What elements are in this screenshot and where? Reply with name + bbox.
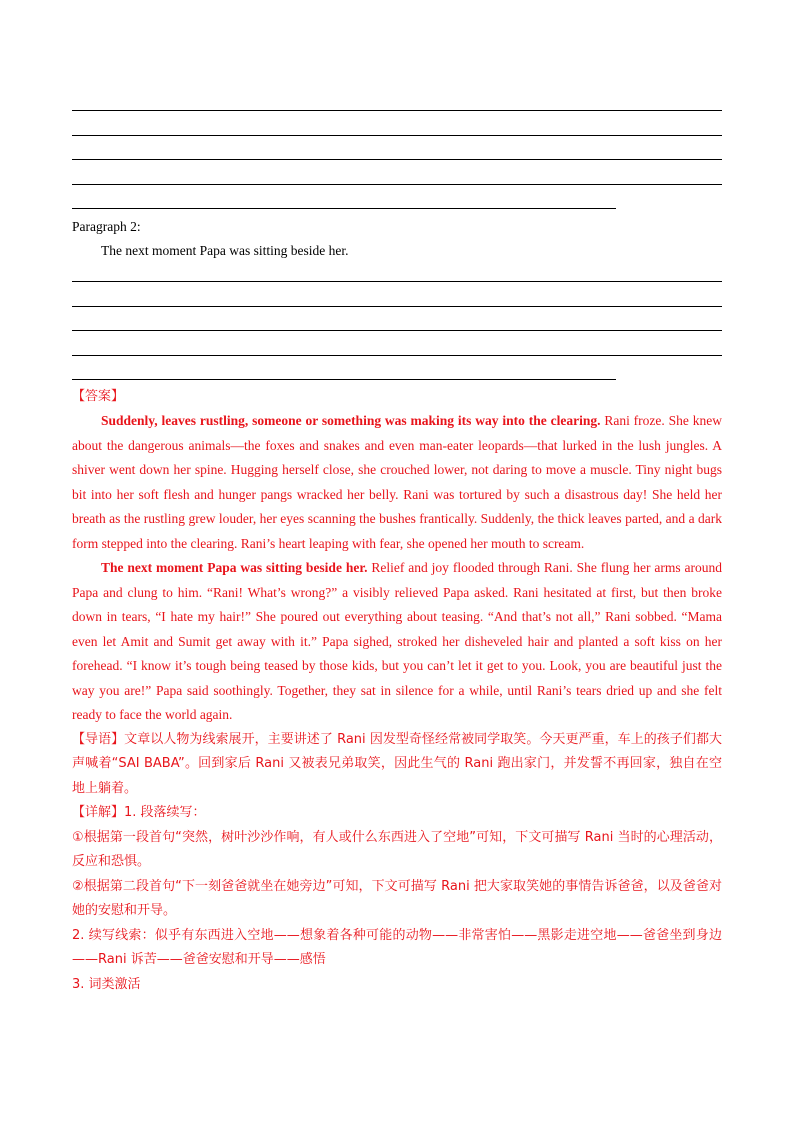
writing-line bbox=[72, 135, 722, 136]
answer-paragraph-2-starter: The next moment Papa was sitting beside her. bbox=[101, 560, 368, 575]
answer-heading: 【答案】 bbox=[72, 389, 125, 404]
answer-paragraph-2-body: Relief and joy flooded through Rani. She flung her arms around Papa and clung to him. “Rani! What’s wrong?” a visibly relieved Papa asked. Rani hesitated at first, but then broke down in tears, “I hate my hair!” She poured out everything about teasing. “And that’s not all,” Rani sobbed. “Mama even let Amit and Sumit get away with it.” Papa sighed, stroked her disheveled hair and planted a soft kiss on her forehead. “I know it’s tough being teased by those kids, but you can’t let it get to you. Look, you are beautiful just the way you are!” Papa said soothingly. Together, they sat in silence for a while, until Rani’s tears dried up and she felt ready to face the world again. bbox=[72, 560, 722, 722]
detail-vocabulary: 3. 词类激活 bbox=[72, 976, 141, 992]
writing-line bbox=[72, 184, 722, 185]
detail-clues: 2. 续写线索：似乎有东西进入空地——想象着各种可能的动物——非常害怕——黑影走进空地——爸爸坐到身边——Rani 诉苦——爸爸安慰和开导——感悟 bbox=[72, 927, 722, 967]
guide-text: 【导语】文章以人物为线索展开，主要讲述了 Rani 因发型奇怪经常被同学取笑。今天更严重，车上的孩子们都大声喊着“SAI BABA”。回到家后 Rani 又被表兄弟取笑，因此生气的 Rani 跑出家门，并发誓不再回家，独自在空地上躺着。 bbox=[72, 731, 722, 796]
writing-line bbox=[72, 306, 722, 307]
answer-paragraph-1 bbox=[72, 409, 722, 556]
writing-line bbox=[72, 355, 722, 356]
writing-line bbox=[72, 379, 616, 380]
paragraph2-label: Paragraph 2: bbox=[72, 219, 141, 234]
detail-point-1: ①根据第一段首句“突然，树叶沙沙作响，有人或什么东西进入了空地”可知，下文可描写 Rani 当时的心理活动，反应和恐惧。 bbox=[72, 829, 722, 869]
detail-point-2: ②根据第二段首句“下一刻爸爸就坐在她旁边”可知，下文可描写 Rani 把大家取笑她的事情告诉爸爸，以及爸爸对她的安慰和开导。 bbox=[72, 878, 722, 918]
paragraph2-starter: The next moment Papa was sitting beside her. bbox=[101, 243, 349, 258]
writing-line bbox=[72, 208, 616, 209]
detail-heading: 【详解】1. 段落续写： bbox=[72, 805, 206, 820]
writing-line bbox=[72, 281, 722, 282]
answer-section bbox=[72, 387, 722, 997]
answer-paragraph-1-body: Rani froze. She knew about the dangerous animals—the foxes and snakes and even man-eater leopards—that lurked in the lush jungles. A shiver went down her spine. Hugging herself close, she crouched lower, not daring to move a muscle. Tiny night bugs bit into her soft flesh and hunger pangs wracked her belly. Rani was tortured by such a disastrous day! She held her breath as the rustling grew louder, her eyes scanning the bushes frantically. Suddenly, the thick leaves parted, and a dark form stepped into the clearing. Rani’s heart leaping with fear, she opened her mouth to scream. bbox=[72, 413, 722, 551]
writing-line bbox=[72, 159, 722, 160]
writing-line bbox=[72, 110, 722, 111]
answer-paragraph-2 bbox=[72, 556, 722, 728]
answer-paragraph-1-starter: Suddenly, leaves rustling, someone or something was making its way into the clearing. bbox=[101, 413, 601, 428]
writing-line bbox=[72, 330, 722, 331]
